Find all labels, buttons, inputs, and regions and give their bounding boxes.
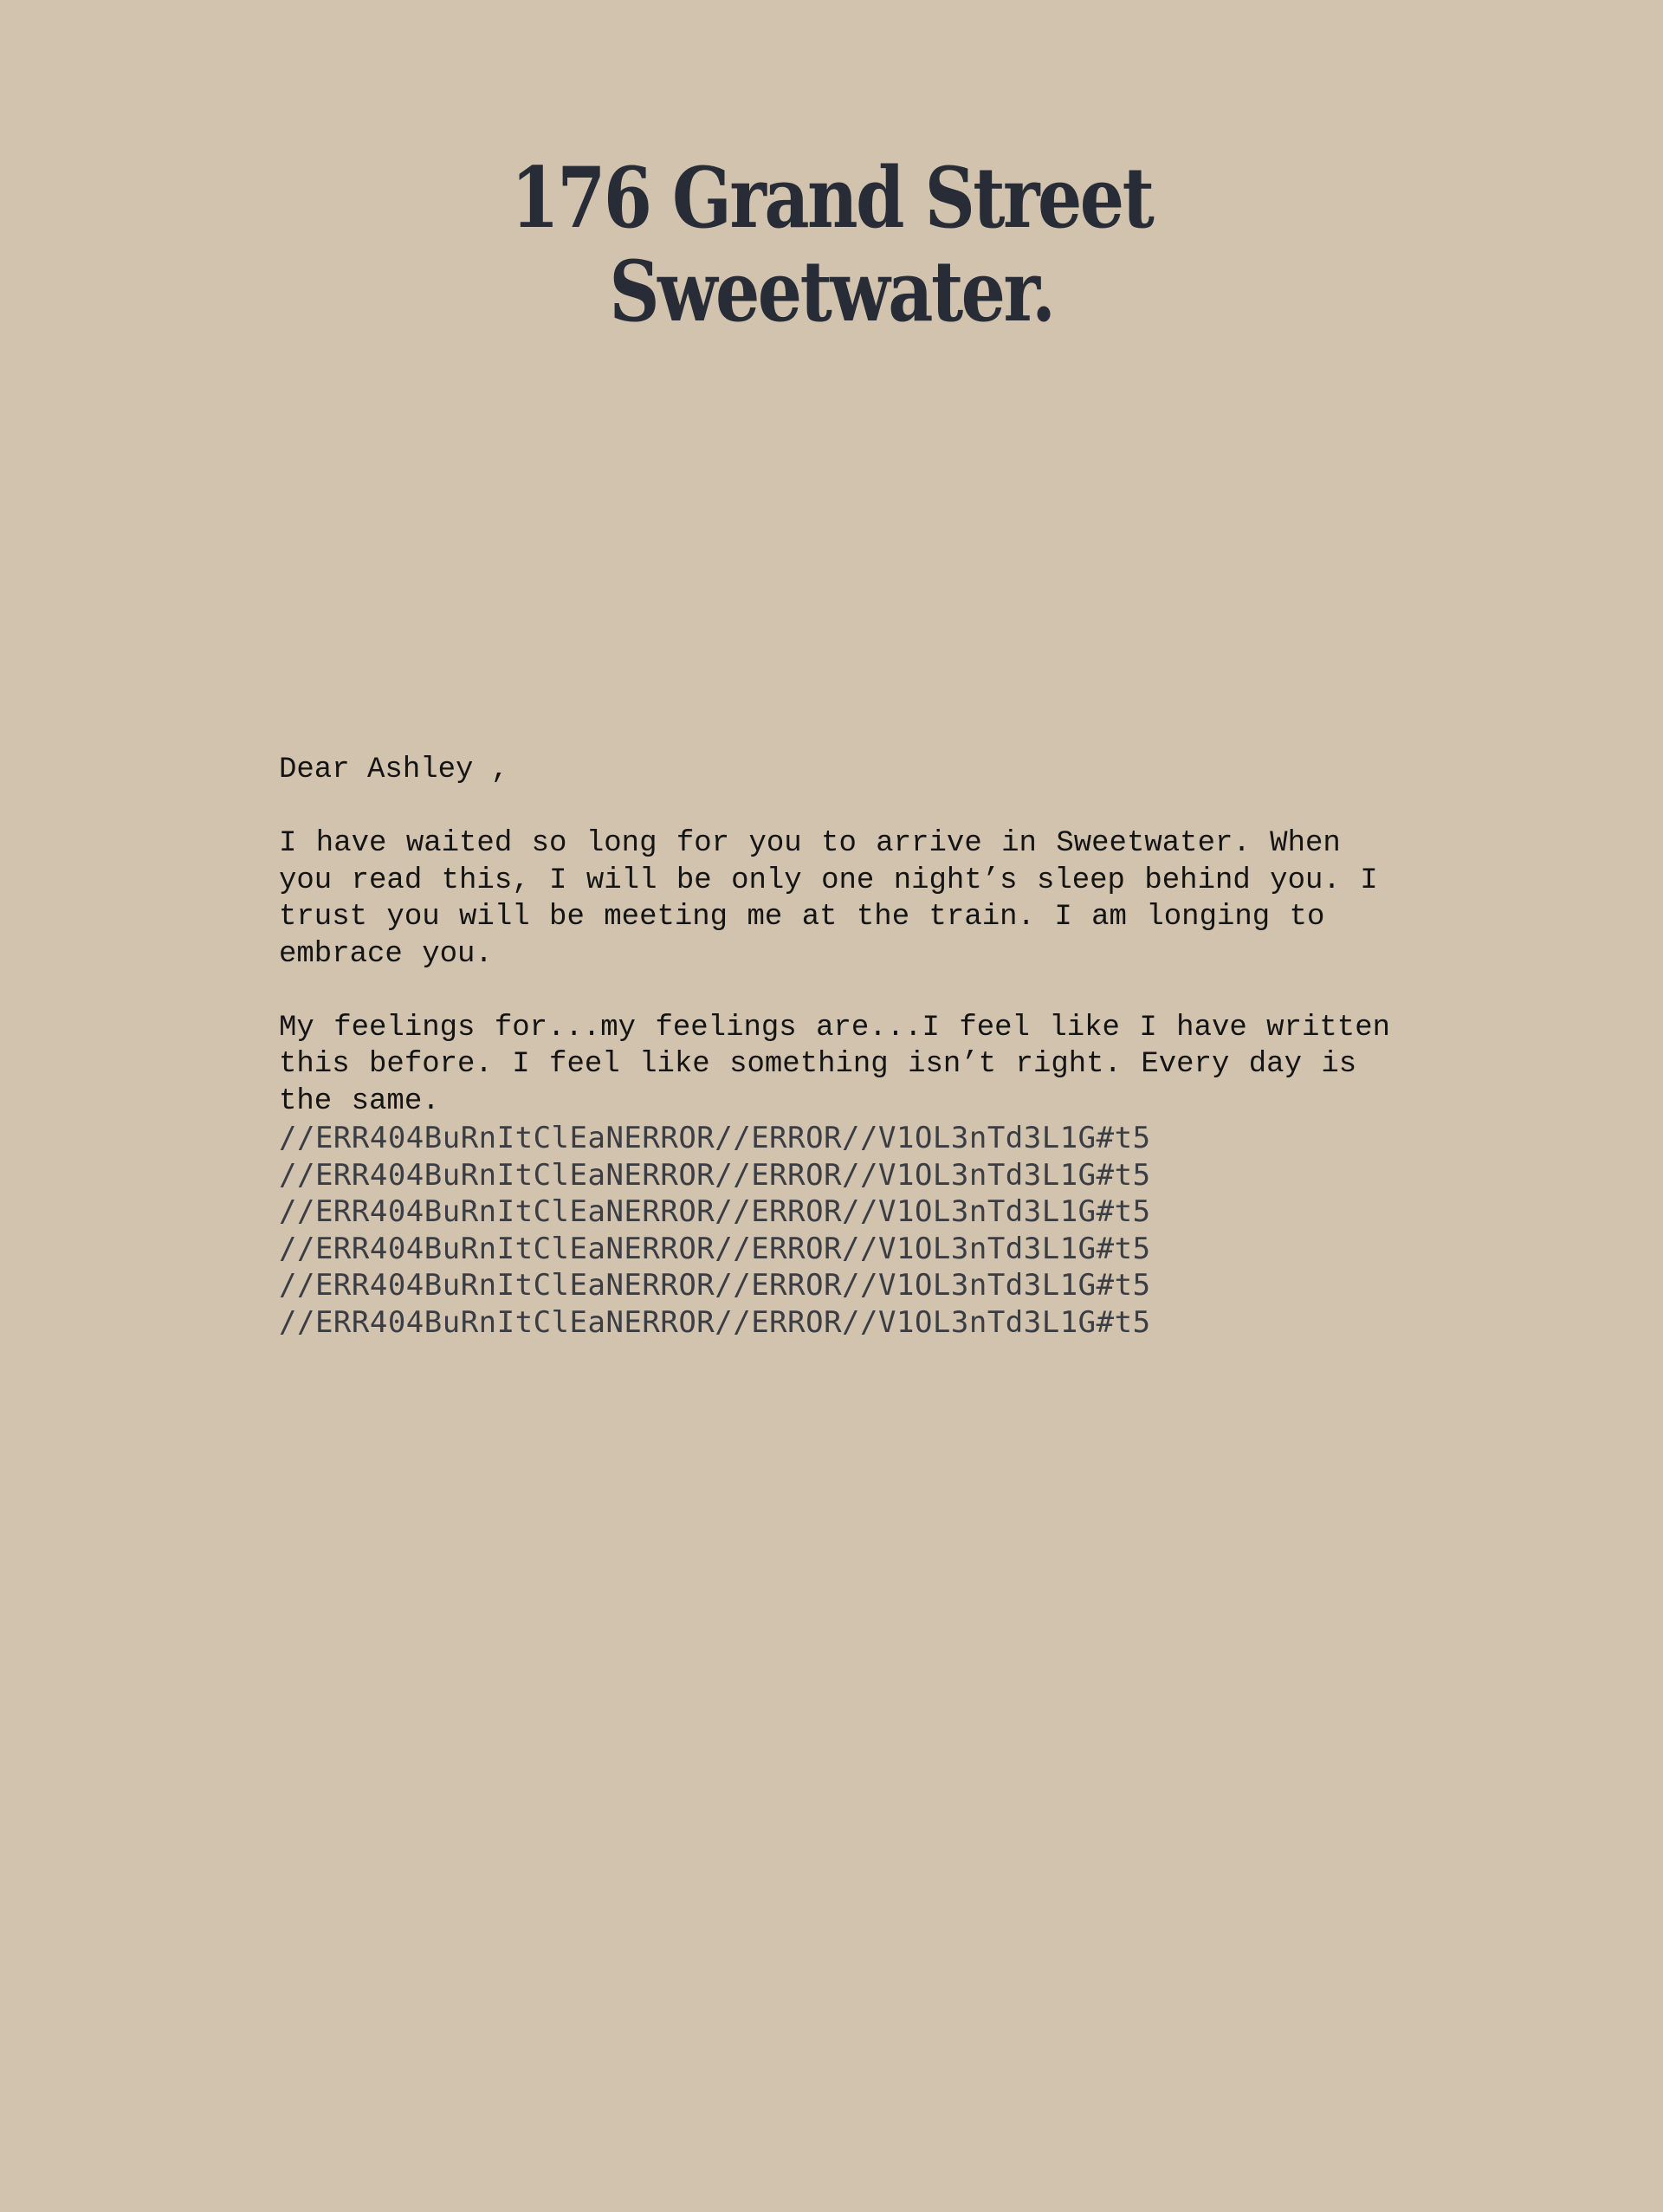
error-line: //ERR404BuRnItClEaNERROR//ERROR//V1OL3nTd3L1G#t5	[279, 1194, 1151, 1229]
paragraph-feelings: My feelings for...my feelings are...I feel like I have written this before. I feel like something isn’t right. Every day is the same.	[279, 1011, 1391, 1118]
error-line: //ERR404BuRnItClEaNERROR//ERROR//V1OL3nTd3L1G#t5	[279, 1304, 1151, 1340]
error-line: //ERR404BuRnItClEaNERROR//ERROR//V1OL3nTd3L1G#t5	[279, 1268, 1151, 1303]
error-line: //ERR404BuRnItClEaNERROR//ERROR//V1OL3nTd3L1G#t5	[279, 1231, 1151, 1266]
address-line: 176 Grand Street	[510, 149, 1153, 247]
paragraph-arrival: I have waited so long for you to arrive in Sweetwater. When you read this, I will be only one night’s sleep behind you. I trust you will be meeting me at the train. I am longing to embrace you.	[279, 827, 1378, 971]
error-lines	[279, 1120, 1405, 1341]
error-line: //ERR404BuRnItClEaNERROR//ERROR//V1OL3nTd3L1G#t5	[279, 1121, 1151, 1155]
error-line: //ERR404BuRnItClEaNERROR//ERROR//V1OL3nTd3L1G#t5	[279, 1157, 1151, 1193]
letter-header	[0, 149, 1663, 340]
town-line: Sweetwater.	[609, 243, 1054, 340]
salutation: Dear Ashley ,	[279, 754, 509, 786]
letter-body	[279, 752, 1405, 1341]
